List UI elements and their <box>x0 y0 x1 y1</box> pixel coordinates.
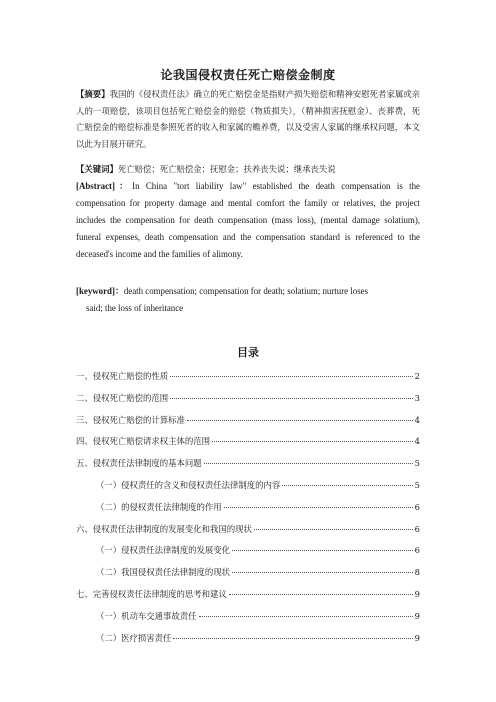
toc-leader-dots <box>170 375 413 377</box>
toc-entry-label: 七、完善侵权责任法律制度的思考和建议 <box>76 588 227 599</box>
toc-entry-page: 8 <box>414 567 420 578</box>
toc-entry[interactable] <box>76 392 420 414</box>
abstract-en-text: In China "tort liability law" established the death compensation is the compensation for property damage and mental comfort the family or relatives, the project includes the compensation for death compensation (mass loss), (mental damage solatium), funeral expenses, death compensation and the compensation standard is referenced to the deceased's income and the families of alimony. <box>76 181 420 259</box>
toc-entry-label: （一）机动车交通事故责任 <box>96 610 197 621</box>
toc-entry[interactable] <box>76 523 420 545</box>
toc-entry-page: 5 <box>414 458 420 469</box>
toc-entry[interactable] <box>76 566 420 588</box>
toc-entry[interactable] <box>76 435 420 457</box>
toc-entry[interactable] <box>76 544 420 566</box>
toc-entry-label: （二）的侵权责任法律制度的作用 <box>96 501 222 512</box>
keywords-text: 死亡赔偿；死亡赔偿金；抚慰金；扶养丧失说；继承丧失说 <box>117 164 336 174</box>
toc-leader-dots <box>229 593 413 595</box>
keywords-en-line2: said; the loss of inheritance <box>86 303 184 313</box>
toc-leader-dots <box>170 397 413 399</box>
toc-leader-dots <box>282 484 412 486</box>
toc-entry[interactable] <box>76 457 420 479</box>
toc-entry-label: 一、侵权死亡赔偿的性质 <box>76 371 169 381</box>
toc-entry-page: 3 <box>414 392 420 403</box>
toc-entry-page: 2 <box>414 371 420 381</box>
toc-entry-label: （二）我国侵权责任法律制度的现状 <box>96 567 230 578</box>
keywords-en-label: [keyword]： <box>76 286 124 296</box>
toc-leader-dots <box>254 528 413 530</box>
toc-entry-label: （二）医疗损害责任 <box>96 632 172 643</box>
keywords-chinese <box>76 161 420 178</box>
toc-entry-label: 二、侵权死亡赔偿的范围 <box>76 392 169 403</box>
toc-leader-dots <box>224 506 413 508</box>
keywords-label: 【关键词】 <box>76 164 118 174</box>
document-title: 论我国侵权责任死亡赔偿金制度 <box>160 68 336 82</box>
toc-leader-dots <box>232 549 413 551</box>
toc-entry[interactable] <box>76 479 420 501</box>
toc-entry-page: 6 <box>414 501 420 512</box>
toc-entry-label: 六、侵权责任法律制度的发展变化和我国的现状 <box>76 523 252 534</box>
toc-entry[interactable] <box>76 632 420 654</box>
toc-leader-dots <box>204 462 413 464</box>
toc-entry-page: 9 <box>414 632 420 643</box>
toc-entry[interactable] <box>76 501 420 523</box>
toc-entry-label: 五、侵权责任法律制度的基本问题 <box>76 458 202 469</box>
toc-entry-page: 4 <box>414 436 420 447</box>
toc-entry[interactable] <box>76 610 420 632</box>
toc-entry-page: 9 <box>414 588 420 599</box>
toc-heading: 目录 <box>237 346 259 359</box>
toc-entry-label: 四、侵权死亡赔偿请求权主体的范围 <box>76 436 210 447</box>
abstract-english <box>76 178 420 263</box>
toc-leader-dots <box>187 419 413 421</box>
toc-entry-page: 4 <box>414 414 420 425</box>
abstract-en-label: [Abstract]： <box>76 181 133 191</box>
table-of-contents <box>76 370 420 653</box>
abstract-label: 【摘要】 <box>76 89 110 99</box>
toc-entry[interactable] <box>76 370 420 392</box>
keywords-en-line1: death compensation; compensation for death; solatium; nurture loses <box>123 286 369 296</box>
toc-leader-dots <box>173 637 412 639</box>
toc-entry[interactable] <box>76 588 420 610</box>
toc-entry-label: （一）侵权责任的含义和侵权责任法律制度的内容 <box>96 479 281 490</box>
toc-entry-page: 6 <box>414 545 420 556</box>
toc-entry-page: 5 <box>414 479 420 490</box>
abstract-text: 我国的《侵权责任法》确立的死亡赔偿金是指财产损失赔偿和精神安慰死者家属或亲人的一项赔偿，该项目包括死亡赔偿金的赔偿（物质损失），（精神损害抚慰金）、丧葬费，死亡赔偿金的赔偿标准是参照死者的收入和家属的赡养费，以及受害人家属的继承权问题，本文以此为目展开研究。 <box>76 89 420 150</box>
abstract-chinese <box>76 86 420 153</box>
toc-entry-page: 9 <box>414 610 420 621</box>
toc-entry-label: 三、侵权死亡赔偿的计算标准 <box>76 414 185 425</box>
toc-leader-dots <box>199 615 413 617</box>
toc-leader-dots <box>212 440 413 442</box>
keywords-english <box>76 283 420 317</box>
toc-entry-label: （一）侵权责任法律制度的发展变化 <box>96 545 230 556</box>
toc-entry[interactable] <box>76 414 420 436</box>
toc-leader-dots <box>232 571 413 573</box>
toc-entry-page: 6 <box>414 523 420 534</box>
